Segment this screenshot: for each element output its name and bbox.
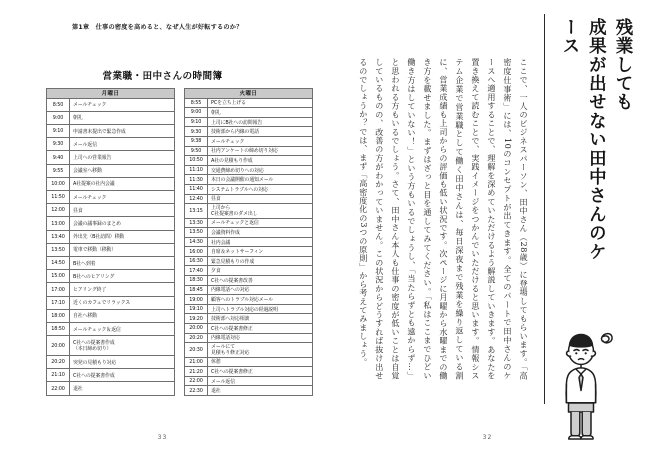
table-row	[185, 376, 313, 386]
row-time: 9:40	[47, 151, 70, 164]
table-row	[185, 367, 313, 377]
page-number-right: 32	[482, 434, 493, 441]
row-activity: A社の見積もり作成	[208, 156, 313, 166]
row-time: 12:40	[185, 194, 208, 204]
running-head: 第1章 仕事の密度を高めると、なぜ人生が好転するのか？	[72, 24, 243, 31]
table-row	[185, 285, 313, 295]
table-row	[185, 156, 313, 166]
table-row	[47, 230, 175, 243]
table-row	[47, 138, 175, 151]
row-activity: メール返信	[208, 376, 313, 386]
row-activity: メールチェック＆返信	[70, 323, 175, 336]
row-time: 9:30	[47, 138, 70, 151]
row-activity: C社への提案書作成 （本日締め切り）	[70, 336, 175, 356]
row-activity: 会議資料作成	[208, 228, 313, 238]
table-row	[47, 177, 175, 190]
row-activity: PCを立ち上げる	[208, 98, 313, 108]
table-row	[185, 204, 313, 218]
table-row	[47, 283, 175, 296]
row-time: 22:30	[185, 386, 208, 396]
table-row	[185, 247, 313, 257]
row-activity: 近くのカフェでリラックス	[70, 296, 175, 309]
row-time: 11:40	[185, 184, 208, 194]
monday-header: 月曜日	[47, 89, 175, 99]
row-time: 8:55	[185, 98, 208, 108]
table-row	[185, 256, 313, 266]
row-activity: 朝礼	[208, 108, 313, 118]
tuesday-rows	[185, 98, 313, 395]
row-time: 13:15	[185, 204, 208, 218]
row-time: 21:20	[185, 367, 208, 377]
row-time: 9:38	[185, 136, 208, 146]
row-time: 17:40	[185, 266, 208, 276]
row-time: 18:45	[185, 285, 208, 295]
row-time: 18:30	[185, 276, 208, 286]
tired-businessman-illustration	[550, 321, 624, 443]
table-row	[185, 357, 313, 367]
table-row	[47, 111, 175, 124]
table-row	[185, 333, 313, 343]
row-activity: 上司へトラブル対応の経過説明	[208, 304, 313, 314]
tuesday-header: 火曜日	[185, 89, 313, 99]
row-time: 20:20	[47, 356, 70, 369]
table-row	[185, 117, 313, 127]
table-row	[185, 343, 313, 357]
row-time: 18:00	[47, 309, 70, 322]
row-time: 22:00	[185, 376, 208, 386]
row-activity: 顧客へのトラブル対応メール	[208, 295, 313, 305]
row-activity: C社への提案書改善	[208, 276, 313, 286]
row-activity: 朝礼	[70, 111, 175, 124]
row-activity: 社内会議	[208, 237, 313, 247]
row-activity: ヒアリング終了	[70, 283, 175, 296]
row-time: 10:50	[185, 156, 208, 166]
table-row	[47, 356, 175, 369]
row-activity: B社へ到着	[70, 257, 175, 270]
row-activity: 会議室へ移動	[70, 164, 175, 177]
row-activity: 技術部から内線の電話	[208, 127, 313, 137]
row-time: 19:00	[185, 295, 208, 305]
table-row	[185, 237, 313, 247]
row-time: 19:10	[185, 304, 208, 314]
table-row	[185, 146, 313, 156]
table-header-row	[185, 89, 313, 99]
chapter-heading-line: 残業しても	[613, 18, 633, 112]
table-row	[185, 218, 313, 228]
row-activity: 上司から C社提案書のダメ出し	[208, 204, 313, 218]
row-time: 20:30	[185, 343, 208, 357]
row-time: 9:10	[47, 125, 70, 138]
row-activity: メールチェック	[208, 136, 313, 146]
row-activity: 上司にB社への訪問報告	[208, 117, 313, 127]
row-time: 13:50	[47, 243, 70, 256]
table-row	[47, 98, 175, 111]
row-time: 18:50	[47, 323, 70, 336]
table-row	[47, 164, 175, 177]
row-activity: 退社	[70, 382, 175, 396]
table-row	[185, 136, 313, 146]
row-time: 17:10	[47, 296, 70, 309]
row-time: 20:20	[185, 333, 208, 343]
right-page	[325, 0, 650, 469]
table-row	[47, 323, 175, 336]
table-row	[185, 194, 313, 204]
monday-rows	[47, 98, 175, 395]
row-activity: 休憩	[208, 357, 313, 367]
row-activity: システムトラブルへの対応	[208, 184, 313, 194]
row-activity: C社への提案書作成	[70, 369, 175, 382]
row-time: 21:10	[47, 369, 70, 382]
row-activity: 退社	[208, 386, 313, 396]
row-time: 8:50	[47, 98, 70, 111]
row-time: 9:00	[47, 111, 70, 124]
table-row	[185, 276, 313, 286]
row-time: 16:00	[185, 247, 208, 257]
chapter-heading	[556, 18, 636, 268]
row-time: 20:00	[47, 336, 70, 356]
row-activity: 突発の見積もり対応	[70, 356, 175, 369]
table-row	[47, 296, 175, 309]
row-time: 21:00	[185, 357, 208, 367]
table-row	[47, 382, 175, 396]
row-time: 22:00	[47, 382, 70, 396]
row-time: 14:30	[185, 237, 208, 247]
table-row	[47, 309, 175, 322]
schedule-tables	[46, 88, 313, 396]
row-activity: 上司への営業報告	[70, 151, 175, 164]
table-row	[185, 304, 313, 314]
row-activity: C社への提案書修正	[208, 324, 313, 334]
row-activity: B社へのヒアリング	[70, 270, 175, 283]
row-activity: 内線電話への対応	[208, 285, 313, 295]
table-row	[47, 270, 175, 283]
row-time: 10:00	[47, 177, 70, 190]
row-time: 9:00	[185, 108, 208, 118]
table-row	[47, 204, 175, 217]
tuesday-schedule-table	[184, 88, 313, 396]
row-activity: 申請書未提出で緊急作成	[70, 125, 175, 138]
row-activity: 内線電話対応	[208, 333, 313, 343]
row-activity: 昼食	[70, 204, 175, 217]
row-time: 11:30	[185, 175, 208, 185]
row-activity: 緊急見積もりの作成	[208, 256, 313, 266]
row-time: 9:10	[185, 117, 208, 127]
table-row	[47, 125, 175, 138]
table-row	[185, 386, 313, 396]
table-row	[47, 217, 175, 230]
table-row	[185, 98, 313, 108]
row-activity: 自席＆ネットサーフィン	[208, 247, 313, 257]
table-row	[185, 266, 313, 276]
row-time: 16:30	[185, 256, 208, 266]
row-activity: 交通費締め切りへの対応	[208, 165, 313, 175]
row-activity: メールチェック	[70, 191, 175, 204]
row-activity: 会議の議事録のまとめ	[70, 217, 175, 230]
vertical-divider-rule	[544, 14, 545, 404]
row-activity: A社提案の社内会議	[70, 177, 175, 190]
row-activity: 自社へ移動	[70, 309, 175, 322]
row-activity: 電車で移動（移動）	[70, 243, 175, 256]
row-activity: 社内アンケートの締め切り対応	[208, 146, 313, 156]
row-time: 13:00	[47, 217, 70, 230]
row-activity: C社への提案書修正	[208, 367, 313, 377]
table-row	[185, 127, 313, 137]
table-row	[185, 228, 313, 238]
row-activity: メールチェックと返信	[208, 218, 313, 228]
row-time: 9:55	[47, 164, 70, 177]
row-time: 17:00	[47, 283, 70, 296]
table-header-row	[47, 89, 175, 99]
row-activity: 夕食	[208, 266, 313, 276]
table-row	[185, 184, 313, 194]
table-row	[185, 108, 313, 118]
chapter-heading-line: 成果が出せない田中さんのケース	[559, 18, 607, 262]
row-time: 20:00	[185, 324, 208, 334]
page-title: 営業職・田中さんの時間簿	[102, 71, 223, 82]
row-time: 13:40	[47, 230, 70, 243]
table-row	[185, 295, 313, 305]
row-activity: 技術部へ対応相談	[208, 314, 313, 324]
row-activity: 外出先（B社訪問）移動	[70, 230, 175, 243]
row-activity: メールにて 見積もり修正対応	[208, 343, 313, 357]
table-row	[47, 191, 175, 204]
row-time: 19:20	[185, 314, 208, 324]
row-time: 9:30	[185, 127, 208, 137]
row-time: 11:10	[185, 165, 208, 175]
row-activity: 昼食	[208, 194, 313, 204]
table-row	[185, 165, 313, 175]
body-text: ここで、一人のビジネスパーソン、田中さん（28歳）に登場してもらいます。「高密度仕事術」には、10のコンセプトが出てきます。全てのパートで田中さんのケースへ適用することで、理解を深めていただけるよう解説していきます。あなたを置き換えて読むことで、実践イメージをつかんでいただけると思います。情報システム企業で営業職として働く田中さんは、毎日深夜まで残業を繰り返している割に、営業成績も上司からの評価も低い状況です。次ページに月曜から水曜までの働き方を載せました。まずはざっと目を通してみてください。「私はここまでひどい働き方はしていない！」という方もいるでしょうし、「当たらずとも遠からず…」と思われる方もいるでしょう。さて、田中さん本人も仕事の密度が低いことは自覚しているものの、改善の方がわかっていません。この状況からどうすれば抜け出せるのでしょうか？では、まず「高密度化の3つの原則」から考えてみましょう。	[358, 58, 529, 380]
row-time: 13:50	[185, 228, 208, 238]
page-number-left: 33	[157, 434, 168, 441]
row-time: 12:00	[47, 204, 70, 217]
row-time: 9:50	[185, 146, 208, 156]
row-activity: 本日の会議開催の通知メール	[208, 175, 313, 185]
table-row	[47, 336, 175, 356]
row-time: 14:50	[47, 257, 70, 270]
table-row	[185, 324, 313, 334]
row-activity: メールチェック	[70, 98, 175, 111]
table-row	[185, 175, 313, 185]
row-activity: メール返信	[70, 138, 175, 151]
monday-schedule-table	[46, 88, 175, 396]
table-row	[47, 369, 175, 382]
table-row	[47, 257, 175, 270]
table-row	[185, 314, 313, 324]
table-row	[47, 243, 175, 256]
table-row	[47, 151, 175, 164]
row-time: 13:30	[185, 218, 208, 228]
row-time: 15:00	[47, 270, 70, 283]
row-time: 11:50	[47, 191, 70, 204]
